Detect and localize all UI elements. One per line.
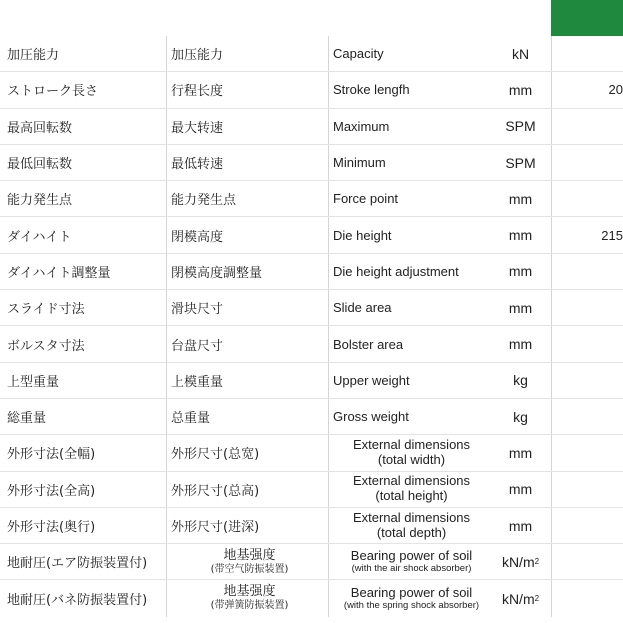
- value: [551, 254, 623, 289]
- table-row: [0, 36, 623, 72]
- label-jp: 能力発生点: [7, 193, 73, 209]
- label-cn: 台盘尺寸: [166, 326, 328, 361]
- label-jp: 加圧能力: [7, 48, 60, 64]
- label-en-sub: (with the spring shock absorber): [343, 599, 480, 611]
- label-en: [328, 472, 490, 507]
- label-jp: ボルスタ寸法: [7, 338, 85, 354]
- label-cn: [166, 544, 328, 579]
- label-en: Force point: [328, 181, 490, 216]
- value: [551, 181, 623, 216]
- unit: mm: [508, 517, 533, 534]
- label-cn: 最大转速: [166, 109, 328, 144]
- label-cn: 外形尺寸(总宽): [166, 435, 328, 470]
- label-en-main: External dimensions: [352, 473, 471, 489]
- label-cn-main: 地基强度: [223, 547, 276, 563]
- table-row: [0, 472, 623, 508]
- label-cn: [166, 580, 328, 616]
- label-en-sub: (total height): [375, 488, 448, 504]
- value: [551, 326, 623, 361]
- unit: mm: [508, 336, 533, 353]
- value: [551, 435, 623, 470]
- label-en: Minimum: [328, 145, 490, 180]
- label-en: Die height adjustment: [328, 254, 490, 289]
- label-cn: 行程长度: [166, 72, 328, 107]
- label-jp: 地耐圧(バネ防振装置付): [7, 593, 148, 609]
- unit: mm: [508, 481, 533, 498]
- label-cn: 能力発生点: [166, 181, 328, 216]
- label-cn-sub: (带弹簧防振装置): [210, 600, 289, 612]
- label-en: [328, 508, 490, 543]
- label-jp: 総重量: [7, 411, 47, 427]
- unit: kg: [513, 372, 528, 389]
- label-en-sub: (total width): [377, 451, 446, 467]
- label-jp: 地耐圧(エア防振装置付): [7, 556, 148, 572]
- value: [551, 472, 623, 507]
- value: 215: [551, 217, 623, 252]
- unit: mm: [508, 190, 533, 207]
- label-cn: 閉模高度: [166, 217, 328, 252]
- label-cn-sub: (带空气防振装置): [210, 563, 289, 575]
- label-en-main: External dimensions: [352, 436, 471, 452]
- unit: kN/m 2: [501, 553, 540, 570]
- label-en: [328, 580, 490, 616]
- label-cn: 上模重量: [166, 363, 328, 398]
- label-en: Slide area: [328, 290, 490, 325]
- header-accent-bar: [551, 0, 623, 36]
- value: [551, 36, 623, 71]
- label-cn: 加压能力: [166, 36, 328, 71]
- label-en-main: Bearing power of soil: [350, 584, 473, 600]
- label-jp: 最低回転数: [7, 157, 73, 173]
- value: [551, 109, 623, 144]
- spec-table: [0, 36, 623, 617]
- label-en-sub: (with the air shock absorber): [351, 562, 472, 574]
- unit: mm: [508, 227, 533, 244]
- value: [551, 145, 623, 180]
- label-jp: 最高回転数: [7, 120, 73, 136]
- label-en: Maximum: [328, 109, 490, 144]
- label-cn: 外形尺寸(进深): [166, 508, 328, 543]
- unit-text: kN/m: [501, 590, 535, 607]
- label-en: Bolster area: [328, 326, 490, 361]
- unit: kN: [511, 45, 530, 62]
- label-cn: 总重量: [166, 399, 328, 434]
- table-row: [0, 72, 623, 108]
- unit: SPM: [505, 118, 536, 135]
- label-en-main: Bearing power of soil: [350, 547, 473, 563]
- label-jp: スライド寸法: [7, 302, 85, 318]
- table-row: [0, 508, 623, 544]
- label-jp: 外形寸法(全高): [7, 483, 96, 499]
- table-row: [0, 363, 623, 399]
- unit: mm: [508, 444, 533, 461]
- label-jp: ストローク長さ: [7, 84, 99, 100]
- table-row: [0, 254, 623, 290]
- label-cn: 閉模高度調整量: [166, 254, 328, 289]
- table-row: [0, 217, 623, 253]
- label-en-main: External dimensions: [352, 509, 471, 525]
- value: [551, 580, 623, 616]
- value: [551, 290, 623, 325]
- label-en: Upper weight: [328, 363, 490, 398]
- table-row: [0, 435, 623, 471]
- table-row: [0, 290, 623, 326]
- value: [551, 399, 623, 434]
- unit: SPM: [505, 154, 536, 171]
- label-en: Capacity: [328, 36, 490, 71]
- table-row: [0, 399, 623, 435]
- label-en: [328, 544, 490, 579]
- label-en-sub: (total depth): [376, 524, 447, 540]
- label-jp: 外形寸法(全幅): [7, 447, 96, 463]
- value: 20: [551, 72, 623, 107]
- label-cn-main: 地基强度: [223, 584, 276, 600]
- table-row: [0, 544, 623, 580]
- unit: kg: [513, 408, 528, 425]
- value: [551, 363, 623, 398]
- value: [551, 508, 623, 543]
- unit: kN/m 2: [501, 590, 540, 607]
- label-en: [328, 435, 490, 470]
- label-jp: 外形寸法(奥行): [7, 520, 96, 535]
- label-en: Gross weight: [328, 399, 490, 434]
- label-jp: ダイハイト: [7, 229, 72, 245]
- label-cn: 滑块尺寸: [166, 290, 328, 325]
- label-jp: ダイハイト調整量: [7, 265, 111, 281]
- label-en: Stroke lengfh: [328, 72, 490, 107]
- unit: mm: [508, 263, 533, 280]
- table-row: [0, 145, 623, 181]
- label-cn: 最低转速: [166, 145, 328, 180]
- table-row: [0, 580, 623, 616]
- label-jp: 上型重量: [7, 374, 60, 390]
- value: [551, 544, 623, 579]
- table-row: [0, 181, 623, 217]
- table-row: [0, 326, 623, 362]
- unit: mm: [508, 81, 533, 98]
- label-cn: 外形尺寸(总高): [166, 472, 328, 507]
- unit: mm: [508, 299, 533, 316]
- label-en: Die height: [328, 217, 490, 252]
- table-row: [0, 109, 623, 145]
- unit-text: kN/m: [501, 553, 535, 570]
